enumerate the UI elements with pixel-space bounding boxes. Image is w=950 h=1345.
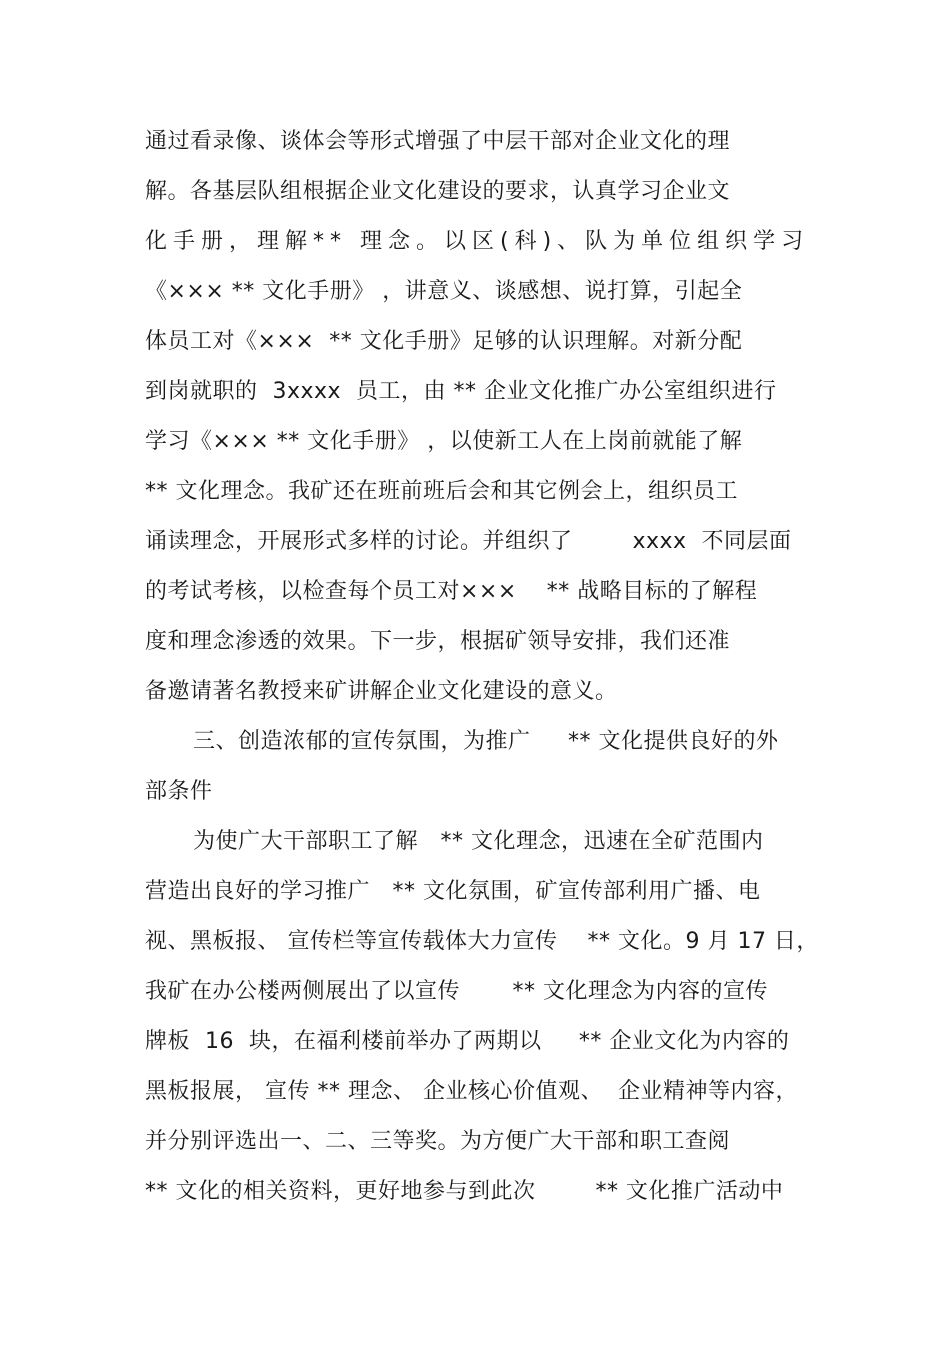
text-line: 黑板报展， 宣传 ** 理念、 企业核心价值观、 企业精神等内容， (145, 1079, 798, 1104)
text-line: 解。各基层队组根据企业文化建设的要求，认真学习企业文 (145, 179, 731, 204)
text-line: 学习《××× ** 文化手册》 ，以使新工人在上岗前就能了解 (145, 429, 743, 454)
text-line: 备邀请著名教授来矿讲解企业文化建设的意义。 (145, 679, 618, 704)
text-line: 牌板 16 块，在福利楼前举办了两期以 ** 企业文化为内容的 (145, 1029, 790, 1054)
text-line: 体员工对《××× ** 文化手册》足够的认识理解。对新分配 (145, 329, 743, 354)
section-heading: 三、创造浓郁的宣传氛围，为推广 ** 文化提供良好的外 (193, 729, 779, 754)
text-line: 《××× ** 文化手册》 ，讲意义、谈感想、说打算，引起全 (145, 279, 743, 304)
text-line: 视、黑板报、 宣传栏等宣传载体大力宣传 ** 文化。9 月 17 日， (145, 929, 819, 954)
text-line: 我矿在办公楼两侧展出了以宣传 ** 文化理念为内容的宣传 (145, 979, 768, 1004)
text-line: 并分别评选出一、二、三等奖。为方便广大干部和职工查阅 (145, 1129, 731, 1154)
paragraph-start: 为使广大干部职工了解 ** 文化理念，迅速在全矿范围内 (193, 829, 764, 854)
text-line: 营造出良好的学习推广 ** 文化氛围，矿宣传部利用广播、电 (145, 879, 761, 904)
text-line: 到岗就职的 3xxxx 员工，由 ** 企业文化推广办公室组织进行 (145, 379, 777, 404)
text-line: 诵读理念，开展形式多样的讨论。并组织了 xxxx 不同层面 (145, 529, 792, 554)
section-heading-continuation: 部条件 (145, 779, 213, 804)
text-line: 度和理念渗透的效果。下一步，根据矿领导安排，我们还准 (145, 629, 731, 654)
text-line: ** 文化理念。我矿还在班前班后会和其它例会上，组织员工 (145, 479, 738, 504)
text-line: 的考试考核，以检查每个员工对××× ** 战略目标的了解程 (145, 579, 758, 604)
text-line: 化手册，理解** 理念。以区(科)、队为单位组织学习 (145, 229, 810, 254)
text-line: ** 文化的相关资料，更好地参与到此次 ** 文化推广活动中 (145, 1179, 784, 1204)
text-line: 通过看录像、谈体会等形式增强了中层干部对企业文化的理 (145, 129, 731, 154)
